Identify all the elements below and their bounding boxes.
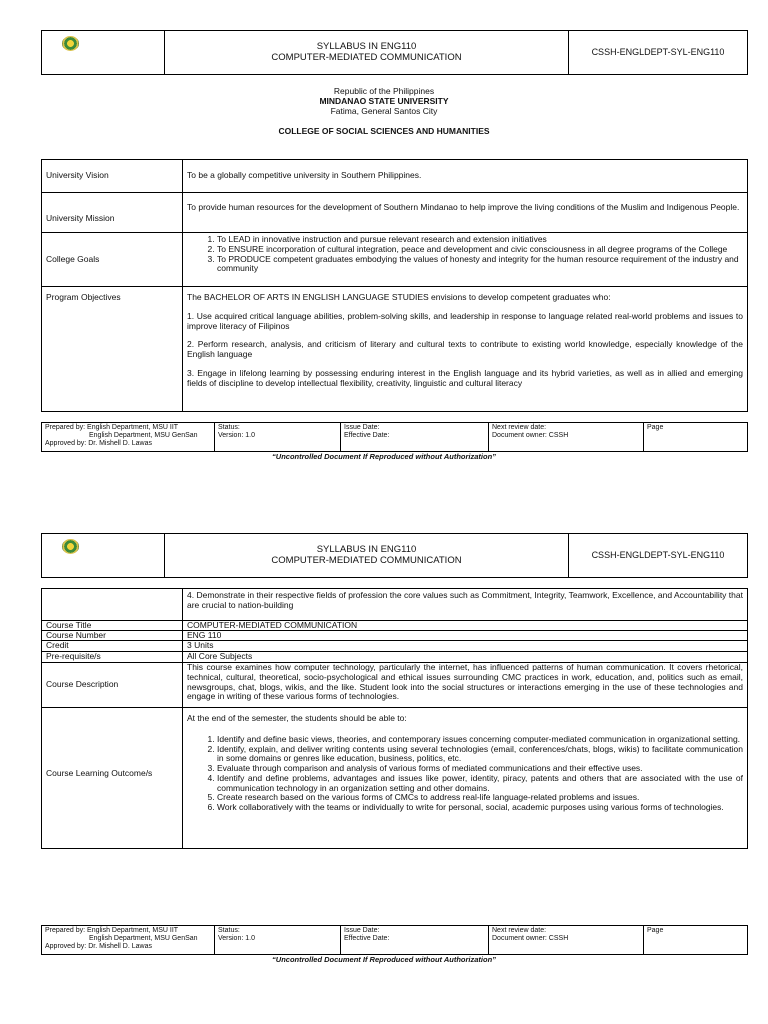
vision-text: To be a globally competitive university in Southern Philippines. (187, 170, 422, 181)
course-title-label: Course Title (42, 621, 183, 630)
objective4-row (42, 589, 747, 621)
mission-label: University Mission (42, 193, 183, 232)
approved-by: Approved by: Dr. Mishell D. Lawas (45, 943, 152, 951)
description-row (42, 663, 747, 708)
objective4-label (42, 589, 183, 620)
page2-header (41, 533, 748, 578)
logo-cell (42, 534, 165, 577)
footer-review (489, 926, 644, 954)
university-seal-icon (62, 539, 79, 554)
credit-row (42, 641, 747, 652)
header-title (165, 31, 569, 74)
goal-item: 1. To LEAD in innovative instruction and pursue relevant research and extension initiatives (217, 235, 743, 245)
university-name: MINDANAO STATE UNIVERSITY (319, 96, 449, 106)
mission-text: To provide human resources for the development of Southern Mindanao to help improve the living conditions of the Muslim and Indigenous People. (187, 202, 740, 212)
vision-row (42, 160, 747, 193)
page2-table (41, 588, 748, 849)
owner-label: Document owner: CSSH (492, 935, 569, 943)
objective-item: 1. Use acquired critical language abilities, problem-solving skills, and leadership in response to language related real-world problems and issues to improve literacy of Filipinos (187, 310, 743, 331)
footer-page: Page (647, 424, 664, 431)
doc-code: CSSH-ENGLDEPT-SYL-ENG110 (591, 550, 725, 561)
uncontrolled-notice: “Uncontrolled Document If Reproduced without Authorization” (272, 955, 496, 964)
goals-list (187, 235, 743, 274)
course-number-row (42, 631, 747, 641)
course-title: COMPUTER-MEDIATED COMMUNICATION (187, 620, 358, 630)
description: This course examines how computer technology, particularly the internet, has influenced patterns of human communication. It covers rhetorical, technical, cultural, theoretical, socio-psychological and ethical issues surrounding CMC practices in work, education, and, politics such as email, newsgroups, chat, blogs, wikis, and the like. Student look into the social structures or interactions emerging in the use of these technologies and engage in writing of these various forms of technologies. (187, 662, 743, 702)
objectives-label: Program Objectives (42, 287, 183, 411)
footer-prepared (42, 423, 215, 451)
page1-table (41, 159, 748, 412)
effective-date-label: Effective Date: (344, 935, 390, 943)
outcome-item: 1. Identify and define basic views, theories, and contemporary issues concerning computer-mediated communication in organizational setting. (217, 735, 743, 745)
header-title-line1: SYLLABUS IN ENG110 (316, 40, 417, 52)
footer-dates (341, 423, 489, 451)
outcome-item: 6. Work collaboratively with the teams or individually to write for personal, social, academic purposes using various forms of technologies. (217, 803, 743, 813)
footer-status (215, 926, 341, 954)
description-label: Course Description (42, 663, 183, 707)
university-location: Fatima, General Santos City (330, 106, 438, 116)
footer-page: Page (647, 927, 664, 934)
version-label: Version: 1.0 (218, 935, 255, 943)
header-title-line2: COMPUTER-MEDIATED COMMUNICATION (271, 554, 462, 566)
prepared-by-2: English Department, MSU GenSan (89, 935, 198, 943)
objectives-intro: The BACHELOR OF ARTS IN ENGLISH LANGUAGE STUDIES envisions to develop competent graduates who: (187, 292, 611, 302)
header-title-line1: SYLLABUS IN ENG110 (316, 543, 417, 555)
course-number: ENG 110 (187, 630, 222, 640)
outcomes-label: Course Learning Outcome/s (42, 708, 183, 848)
mission-row (42, 193, 747, 233)
goals-list-cell (183, 233, 747, 286)
course-number-label: Course Number (42, 631, 183, 640)
prereq-label: Pre-requisite/s (42, 652, 183, 662)
header-title (165, 534, 569, 577)
objective4-text: 4. Demonstrate in their respective fields of profession the core values such as Commitment, Integrity, Teamwork, Excellence, and Accountability that are crucial to nation-building (187, 590, 743, 610)
republic-label: Republic of the Philippines (333, 86, 435, 96)
page1-footer (41, 422, 748, 452)
prepared-by: Prepared by: English Department, MSU IIT (45, 927, 179, 934)
objectives-row (42, 287, 747, 411)
credit: 3 Units (187, 640, 214, 650)
next-review-label: Next review date: (492, 424, 547, 431)
course-title-row (42, 621, 747, 631)
footer-dates (341, 926, 489, 954)
prereq: All Core Subjects (187, 651, 253, 661)
doc-code: CSSH-ENGLDEPT-SYL-ENG110 (591, 47, 725, 58)
issue-date-label: Issue Date: (344, 424, 380, 431)
objectives-cell (183, 287, 747, 411)
outcome-item: 4. Identify and define problems, advantages and issues like power, identity, piracy, patents and others that are associated with the use of communication technology in an organization setting and other domains. (217, 774, 743, 794)
version-label: Version: 1.0 (218, 432, 255, 440)
goal-item: 2. To ENSURE incorporation of cultural integration, peace and development and civic consciousness in all degree programs of the College (217, 245, 743, 255)
outcomes-row (42, 708, 747, 848)
goals-label: College Goals (42, 233, 183, 286)
footer-status (215, 423, 341, 451)
status-label: Status: (218, 424, 240, 431)
outcome-item: 5. Create research based on the various forms of CMCs to address real-life language-related problems and issues. (217, 793, 743, 803)
header-title-line2: COMPUTER-MEDIATED COMMUNICATION (271, 51, 462, 63)
college-name: COLLEGE OF SOCIAL SCIENCES AND HUMANITIES (278, 126, 490, 136)
uncontrolled-notice: “Uncontrolled Document If Reproduced without Authorization” (272, 452, 496, 461)
issue-date-label: Issue Date: (344, 927, 380, 934)
owner-label: Document owner: CSSH (492, 432, 569, 440)
goal-item: 3. To PRODUCE competent graduates embodying the values of honesty and integrity for the human resource requirement of the industry and community (217, 255, 743, 275)
footer-review (489, 423, 644, 451)
prepared-by: Prepared by: English Department, MSU IIT (45, 424, 179, 431)
next-review-label: Next review date: (492, 927, 547, 934)
effective-date-label: Effective Date: (344, 432, 390, 440)
university-seal-icon (62, 36, 79, 51)
status-label: Status: (218, 927, 240, 934)
objective-item: 3. Engage in lifelong learning by possessing enduring interest in the English language and its hybrid varieties, as well as in allied and emerging fields of discipline to develop intellectual flexibility, creativity, linguistic and cultural literacy (187, 367, 743, 388)
objective-item: 2. Perform research, analysis, and criticism of literary and cultural texts to contribute to existing world knowledge, especially knowledge of the English language (187, 339, 743, 360)
footer-prepared (42, 926, 215, 954)
outcome-item: 3. Evaluate through comparison and analysis of various forms of mediated communications and their effective uses. (217, 764, 743, 774)
outcomes-list (187, 735, 743, 813)
vision-label: University Vision (42, 160, 183, 192)
outcomes-intro: At the end of the semester, the students should be able to: (187, 713, 407, 723)
credit-label: Credit (42, 641, 183, 651)
page1-header (41, 30, 748, 75)
outcome-item: 2. Identify, explain, and deliver writing contents using several technologies (email, conferences/chats, blogs, wikis) to facilitate communication in some domains or genres like education, business, politics, etc. (217, 745, 743, 765)
prepared-by-2: English Department, MSU GenSan (89, 432, 198, 440)
outcomes-cell (183, 708, 747, 848)
page2-footer (41, 925, 748, 955)
approved-by: Approved by: Dr. Mishell D. Lawas (45, 440, 152, 448)
goals-row (42, 233, 747, 287)
logo-cell (42, 31, 165, 74)
